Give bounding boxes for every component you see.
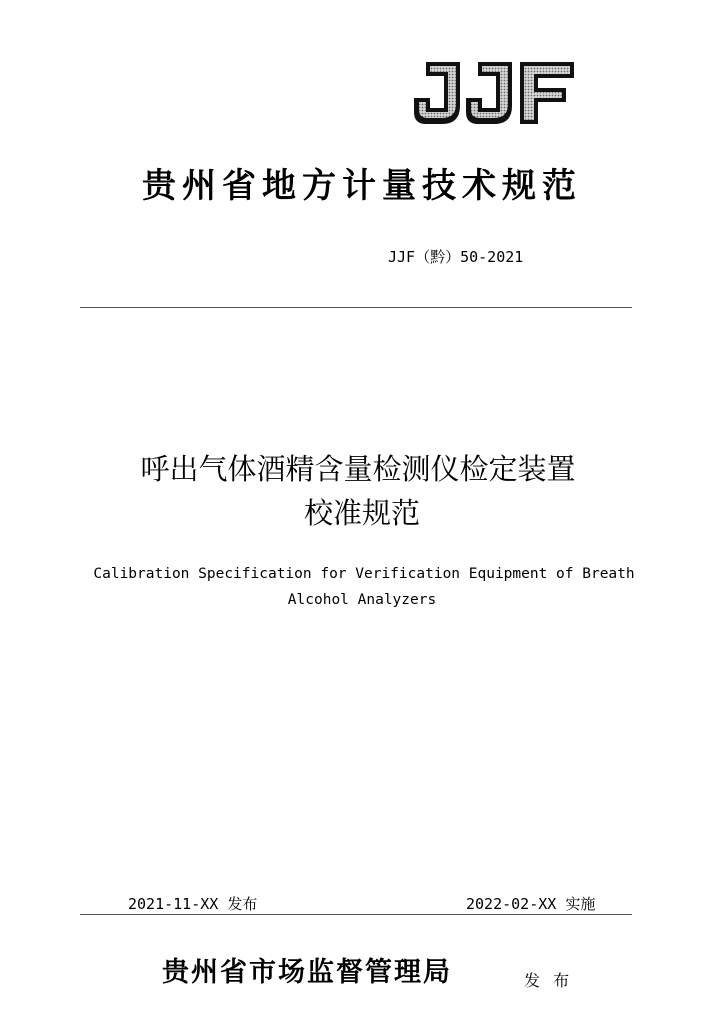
issue-date: 2021-11-XX 发布 — [128, 895, 258, 913]
title-chinese-line-2: 校准规范 — [303, 496, 420, 530]
top-divider — [80, 307, 632, 308]
title-chinese-line-1: 呼出气体酒精含量检测仪检定装置 — [140, 452, 576, 486]
bottom-divider — [80, 914, 632, 915]
regulation-category-title: 贵州省地方计量技术规范 — [142, 166, 582, 206]
title-english-line-1: Calibration Specification for Verification Equipment of Breath — [93, 566, 635, 582]
jjf-logo-graphic — [412, 58, 576, 128]
issuing-authority-suffix: 发 布 — [524, 971, 574, 990]
jjf-logo — [412, 58, 576, 128]
title-english-line-2: Alcohol Analyzers — [287, 592, 437, 608]
issuing-authority: 贵州省市场监督管理局 — [162, 957, 452, 988]
document-number: JJF（黔）50-2021 — [388, 248, 524, 266]
implementation-date: 2022-02-XX 实施 — [466, 895, 596, 913]
